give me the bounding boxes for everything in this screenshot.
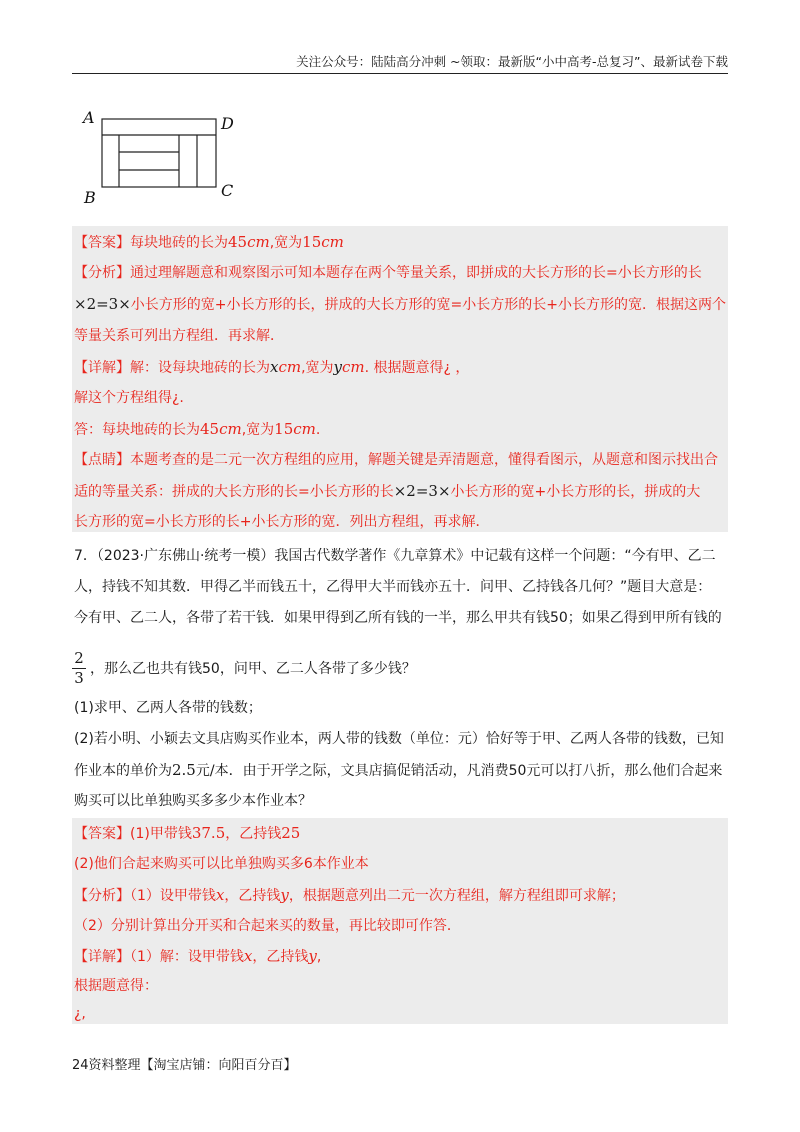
vertex-label-c: C [221,181,234,200]
q7-detail-line-2: 根据题意得： [74,978,158,994]
detail-tag: 【详解】 [74,949,130,965]
q6-detail-line-1: 【详解】解：设每块地砖的长为xcm,宽为ycm. 根据题意得¿ ， [74,358,470,376]
tiling-figure [80,106,250,210]
page-footer [72,1054,297,1073]
q7-stem-line-3: 今有甲、乙二人，各带了若干钱．如果甲得到乙所有钱的一半，那么甲共有钱50；如果乙得到甲所有钱的 [74,610,722,626]
answer-tag: 【答案】 [74,826,130,842]
q6-answer: 【答案】每块地砖的长为45cm,宽为15cm [74,233,344,251]
q7-answer-line-2: (2)他们合起来购买可以比单独购买多6本作业本 [74,856,369,872]
footer-text: 资料整理【淘宝店铺：向阳百分百】 [88,1058,297,1073]
detail-tag: 【详解】 [74,360,130,376]
q6-comment-line-2: 适的等量关系：拼成的大长方形的长=小长方形的长×2=3×小长方形的宽+小长方形的长，拼成的大 [74,482,701,500]
q7-part-1: (1)求甲、乙两人各带的钱数； [74,700,262,716]
q6-analysis-line-2: ×2=3×小长方形的宽+小长方形的长，拼成的大长方形的宽=小长方形的长+小长方形的宽．根据这两个 [74,295,726,313]
fraction-two-thirds [72,650,86,687]
q6-comment-line-3: 长方形的宽=小长方形的长+小长方形的宽．列出方程组，再求解． [74,514,490,530]
q6-detail-line-2: 解这个方程组得¿. [74,390,184,406]
q7-part-2-line-3: 购买可以比单独购买多多少本作业本？ [74,793,312,809]
q7-stem-line-4: ，那么乙也共有钱50，问甲、乙二人各带了多少钱？ [90,661,416,677]
q7-detail-line-1: 【详解】（1）解：设甲带钱x，乙持钱y, [74,947,322,965]
q6-detail-line-3: 答：每块地砖的长为45cm,宽为15cm. [74,420,321,438]
vertex-label-a: A [83,108,95,127]
q6-comment-line-1: 【点睛】本题考查的是二元一次方程组的应用，解题关键是弄清题意，懂得看图示，从题意和图示找出合 [74,452,718,468]
q6-analysis-line-3: 等量关系可列出方程组．再求解． [74,328,284,344]
q7-detail-line-3: ¿, [74,1006,86,1022]
q6-analysis-line-1: 【分析】通过理解题意和观察图示可知本题存在两个等量关系，即拼成的大长方形的长=小长方形的长 [74,265,702,281]
q7-part-2-line-1: (2)若小明、小颖去文具店购买作业本，两人带的钱数（单位：元）恰好等于甲、乙两人各带的钱数，已知 [74,731,724,747]
q7-stem-line-1: 7．（2023·广东佛山·统考一模）我国古代数学著作《九章算术》中记载有这样一个问题：“今有甲、乙二 [74,548,716,564]
fraction-numerator: 2 [74,649,84,667]
page-header: 关注公众号：陆陆高分冲刺 ~领取：最新版“小中高考-总复习”、最新试卷下载 [296,54,728,69]
analysis-tag: 【分析】 [74,265,130,281]
comment-tag: 【点睛】 [74,452,130,468]
q7-part-2-line-2: 作业本的单价为2.5元/本．由于开学之际，文具店搞促销活动，凡消费50元可以打八折，那么他们合起来 [74,761,723,779]
q7-stem-line-2: 人，持钱不知其数．甲得乙半而钱五十，乙得甲大半而钱亦五十．问甲、乙持钱各几何？”题目大意是： [74,579,712,595]
q7-analysis-line-2: （2）分别计算出分开买和合起来买的数量，再比较即可作答． [74,918,461,934]
fraction-denominator: 3 [74,669,84,687]
header-rule [72,73,728,74]
q7-analysis-line-1: 【分析】（1）设甲带钱x，乙持钱y，根据题意列出二元一次方程组，解方程组即可求解； [74,886,625,904]
vertex-label-b: B [84,188,96,207]
answer-tag: 【答案】 [74,235,130,251]
analysis-tag: 【分析】 [74,888,130,904]
page-number: 24 [72,1058,89,1073]
q7-answer-line-1: 【答案】(1)甲带钱37.5，乙持钱25 [74,824,301,842]
vertex-label-d: D [221,114,234,133]
